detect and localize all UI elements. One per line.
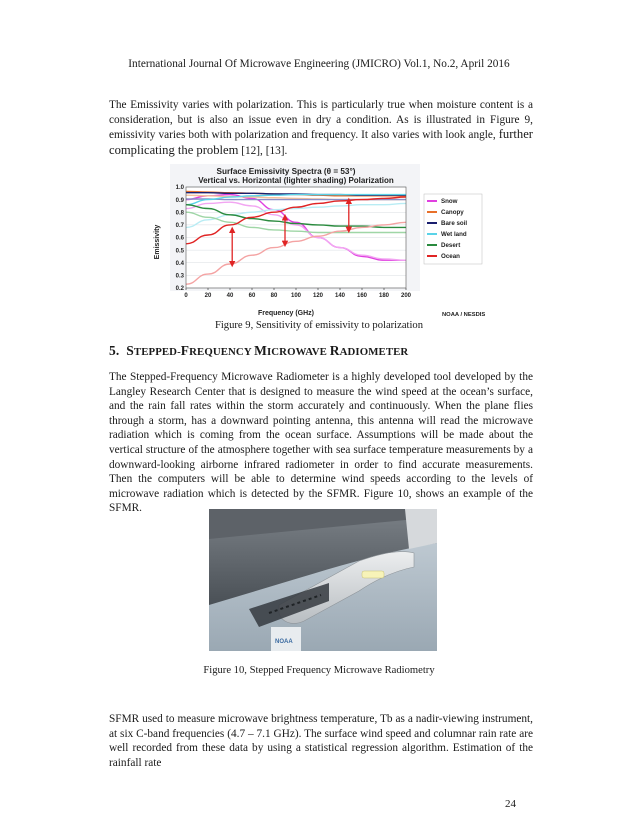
figure-9-caption: Figure 9, Sensitivity of emissivity to polarization [214,320,424,331]
y-tick-label: 0.5 [175,248,184,255]
section-heading-cap-s: S [126,343,134,358]
intro-refs: [12], [13]. [238,144,288,157]
section-heading-rest-4: ADIOMETER [339,346,409,358]
final-paragraph: SFMR used to measure microwave brightness temperature, Tb as a nadir-viewing instrument, at six C-band frequencies (4.7 – 7.1 GHz). The surface wind speed and columnar rain rate are well recorded from these data by using a statistical regression algorithm. Estimation of the rainfall rate [109,713,533,769]
y-axis-label: Emissivity [154,224,161,260]
legend-label-ocean: Ocean [441,253,460,261]
legend-label-bare-soil: Bare soil [441,220,468,228]
x-tick-label: 180 [378,293,390,299]
x-tick-label: 120 [312,293,324,299]
y-tick-label: 0.9 [175,197,184,204]
legend-label-snow: Snow [441,198,458,206]
chart-title: Surface Emissivity Spectra (θ = 53°) [216,167,356,176]
chart-subtitle: Vertical vs. Horizontal (lighter shading) Polarization [198,176,394,185]
legend-label-canopy: Canopy [441,209,464,217]
chart-legend [424,194,482,264]
figure-10-caption: Figure 10, Stepped Frequency Microwave Radiometry [203,665,435,676]
x-tick-label: 60 [248,293,256,299]
y-tick-label: 0.4 [175,260,184,267]
fuselage-edge [405,509,437,549]
y-tick-label: 0.2 [175,286,184,293]
x-tick-label: 20 [204,293,212,299]
intro-text: The Emissivity varies with polarization. This is particularly true when moisture content is a consideration, but is also an issue even in dry a condition. As is illustrated in Figure 9, emissivity varies both with polarization and frequency. It also varies with look angle, [109,99,533,142]
section-5-heading [109,343,408,359]
x-tick-label: 100 [290,293,302,299]
pod-window [362,571,384,578]
section-heading-rest-2: REQUENCY [189,346,255,358]
aircraft-radiometer-illustration [209,509,437,651]
emissivity-chart-svg [154,160,486,318]
page-number: 24 [505,798,516,810]
x-tick-label: 160 [356,293,368,299]
sfmr-paragraph: The Stepped-Frequency Microwave Radiometer is a highly developed tool developed by the Langley Research Center that is designed to measure the wind speed at the ocean’s surface, and the rain fall rates within the storm accurately and continuously. When the plane flies through a storm, has a downward pointing antenna, this antenna will read the microwave radiation which is coming from the ocean surface. Assumptions will be made about the vertical structure of the atmosphere together with sea surface temperature measurements by a downward-looking airborne infrared radiometer in order to find accurate measurements. Then the computers will be able to determine wind speeds according to the levels of microwave radiation which is detected by the SFMR. Figure 10, shows an example of the SFMR. [109,371,533,515]
tail-lettering: NOAA [275,639,293,645]
intro-tail: further complicating the problem [109,127,533,157]
x-tick-label: 140 [334,293,346,299]
legend-label-wet-land: Wet land [441,231,467,239]
y-tick-label: 0.8 [175,210,184,217]
x-axis-label: Frequency (GHz) [257,310,315,317]
section-heading-rest-1: TEPPED- [133,346,181,358]
section-heading-cap-m: M [254,343,267,358]
section-heading-rest-3: ICROWAVE [266,346,330,358]
y-tick-label: 0.3 [175,273,184,280]
y-tick-label: 1.0 [175,185,184,192]
x-tick-label: 40 [226,293,234,299]
x-tick-label: 200 [400,293,412,299]
legend-label-desert: Desert [441,242,461,250]
figure-10-photo [209,509,437,651]
section-heading-cap-f: F [180,343,190,358]
section-number: 5. [109,343,120,358]
y-tick-label: 0.7 [175,223,184,230]
intro-paragraph [109,98,533,158]
chart-credit: NOAA / NESDIS [442,312,486,318]
figure-9-chart [154,160,486,318]
x-tick-label: 0 [184,293,188,299]
journal-header: International Journal Of Microwave Engineering (JMICRO) Vol.1, No.2, April 2016 [128,58,510,70]
y-tick-label: 0.6 [175,235,184,242]
section-heading-cap-r: R [329,343,340,358]
x-tick-label: 80 [270,293,278,299]
